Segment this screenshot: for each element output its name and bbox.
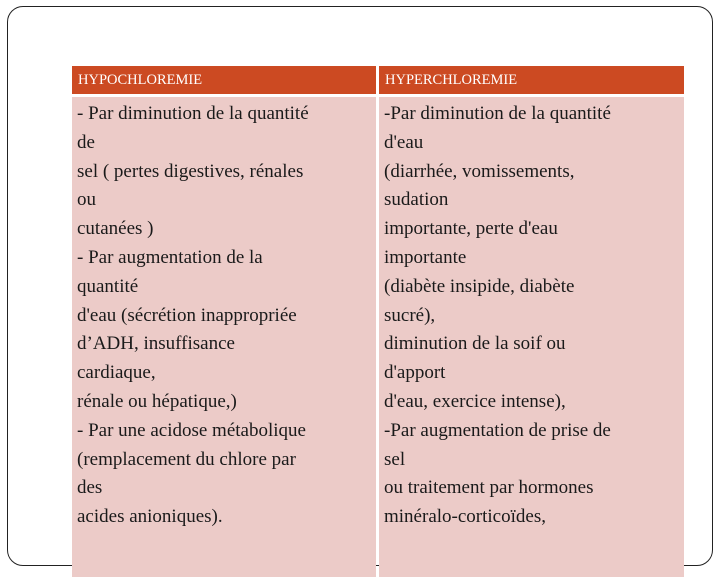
text-line: cardiaque, [77,362,156,384]
text-line: des [77,477,103,499]
text-line: (remplacement du chlore par [77,448,296,470]
text-line: ou traitement par hormones [384,477,594,499]
table-body-row [72,97,684,577]
text-line: - Par augmentation de la [77,246,263,268]
text-line: -Par diminution de la quantité [384,103,611,124]
text-line: - Par diminution de la quantité [77,103,309,124]
text-line: cutanées ) [77,218,154,240]
text-line: -Par augmentation de prise de [384,419,611,441]
text-line: de [77,131,95,153]
text-line: d'eau [384,131,424,153]
text-line: ou [77,189,96,211]
text-line: importante [384,246,467,268]
text-line: - Par une acidose métabolique [77,419,306,441]
header-hypochloremie: HYPOCHLOREMIE [72,66,376,94]
cell-hyperchloremie-causes [379,97,684,577]
text-line: rénale ou hépatique,) [77,390,237,412]
table-header-row [72,66,684,94]
text-line: d'eau (sécrétion inappropriée [77,304,297,326]
text-line: minéralo-corticoïdes, [384,506,546,528]
text-line: sel [384,448,406,470]
text-line: d'apport [384,362,446,384]
text-line: (diabète insipide, diabète [384,275,575,297]
text-line: sel ( pertes digestives, rénales [77,160,304,182]
text-line: d’ADH, insuffisance [77,333,235,355]
text-line: sudation [384,189,449,211]
text-line: quantité [77,275,139,297]
text-line: d'eau, exercice intense), [384,390,566,412]
text-line: diminution de la soif ou [384,333,566,355]
text-line: acides anioniques). [77,506,223,528]
comparison-table [72,66,684,577]
header-hyperchloremie: HYPERCHLOREMIE [379,66,684,94]
text-line: sucré), [384,304,436,326]
cell-hypochloremie-causes [72,97,376,577]
text-line: importante, perte d'eau [384,218,558,240]
text-line: (diarrhée, vomissements, [384,160,575,182]
